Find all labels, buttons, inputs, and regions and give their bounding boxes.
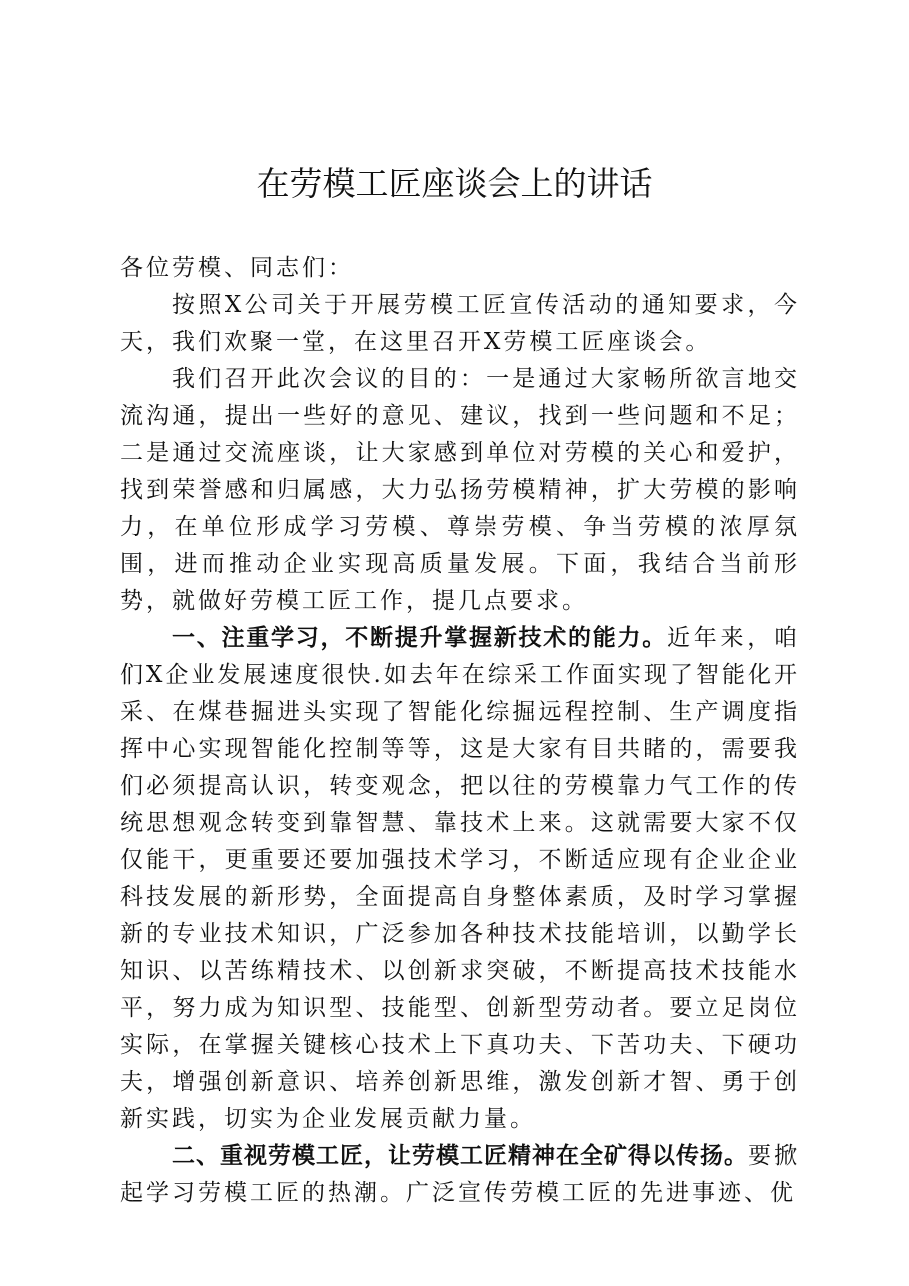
paragraph-opening [120, 287, 800, 361]
paragraph-purpose [120, 361, 800, 620]
paragraph-text: 按照X公司关于开展劳模工匠宣传活动的通知要求，今天，我们欢聚一堂，在这里召开X劳模工匠座谈会。 [120, 292, 800, 355]
salutation: 各位劳模、同志们： [120, 255, 354, 281]
paragraph-text: 近年来，咱们X企业发展速度很快.如去年在综采工作面实现了智能化开采、在煤巷掘进头实现了智能化综掘远程控制、生产调度指挥中心实现智能化控制等等，这是大家有目共睹的，需要我们必须提高认识，转变观念，把以往的劳模靠力气工作的传统思想观念转变到靠智慧、靠技术上来。这就需要大家不仅仅能干，更重要还要加强技术学习，不断适应现有企业企业科技发展的新形势，全面提高自身整体素质，及时学习掌握新的专业技术知识，广泛参加各种技术技能培训，以勤学长知识、以苦练精技术、以创新求突破，不断提高技术技能水平，努力成为知识型、技能型、创新型劳动者。要立足岗位实际，在掌握关键核心技术上下真功夫、下苦功夫、下硬功夫，增强创新意识、培养创新思维，激发创新才智、勇于创新实践，切实为企业发展贡献力量。 [120, 625, 800, 1132]
section-heading-one: 一、注重学习，不断提升掌握新技术的能力。 [172, 625, 667, 651]
paragraph-point-two [120, 1138, 800, 1212]
paragraph-text: 我们召开此次会议的目的：一是通过大家畅所欲言地交流沟通，提出一些好的意见、建议，找到一些问题和不足；二是通过交流座谈，让大家感到单位对劳模的关心和爱护，找到荣誉感和归属感，大力弘扬劳模精神，扩大劳模的影响力，在单位形成学习劳模、尊崇劳模、争当劳模的浓厚氛围，进而推动企业实现高质量发展。下面，我结合当前形势，就做好劳模工匠工作，提几点要求。 [120, 366, 800, 614]
document-title: 在劳模工匠座谈会上的讲话 [256, 164, 653, 203]
paragraph-text: 要掀起学习劳模工匠的热潮。广泛宣传劳模工匠的先进事迹、优 [120, 1143, 800, 1206]
paragraph-point-one [120, 620, 800, 1138]
document-body [120, 250, 800, 1212]
section-heading-two: 二、重视劳模工匠，让劳模工匠精神在全矿得以传扬。 [172, 1143, 748, 1169]
